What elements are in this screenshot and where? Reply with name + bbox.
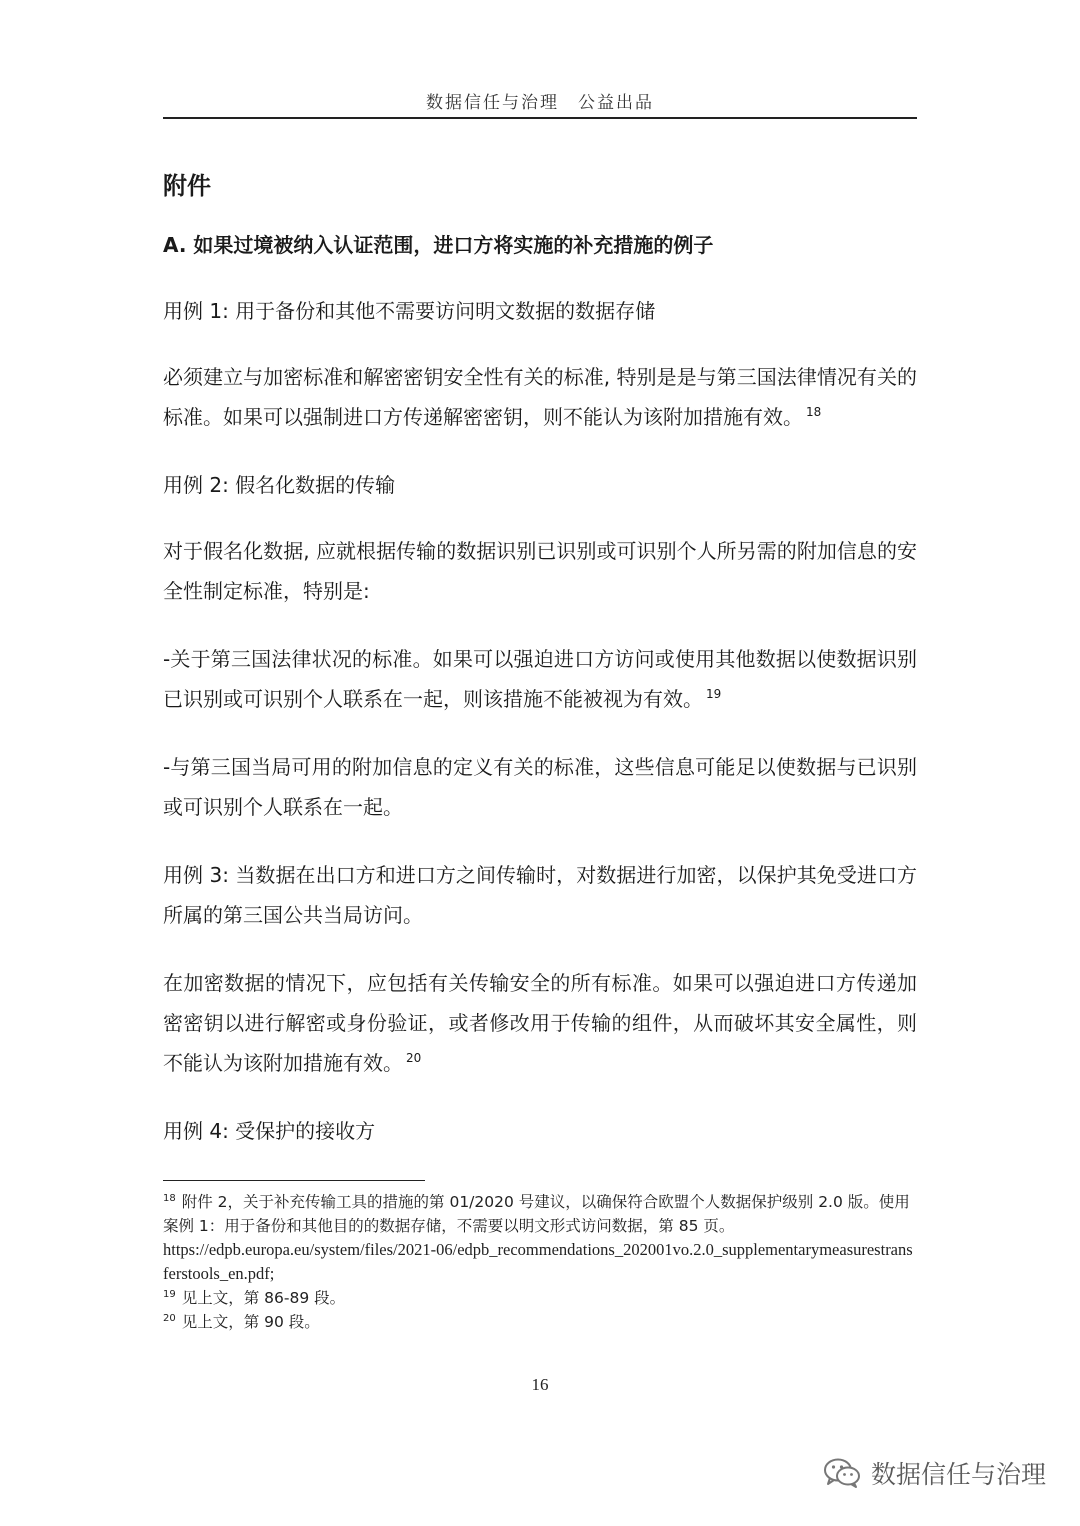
footnote-ref-19: 19 <box>706 687 722 702</box>
watermark <box>823 1455 1046 1491</box>
footnote-18-url[interactable]: https://edpb.europa.eu/system/files/2021-06/edpb_recommendations_202001vo.2.0_supplementarymeasurestransferstools_en.pdf; <box>163 1240 913 1283</box>
paragraph-case2-criteria-2: -与第三国当局可用的附加信息的定义有关的标准，这些信息可能足以使数据与已识别或可识别个人联系在一起。 <box>163 755 917 819</box>
running-header: 数据信任与治理 公益出品 <box>426 93 654 113</box>
page-number: 16 <box>531 1375 549 1394</box>
header-rule <box>163 117 917 119</box>
footnote-text: 见上文，第 90 段。 <box>181 1313 320 1331</box>
paragraph-text: 在加密数据的情况下，应包括有关传输安全的所有标准。如果可以强迫进口方传递加密密钥以进行解密或身份验证，或者修改用于传输的组件，从而破坏其安全属性，则不能认为该附加措施有效。 <box>163 971 917 1075</box>
case-title-2: 用例 2: 假名化数据的传输 <box>163 473 396 497</box>
paragraph-case2-intro: 对于假名化数据, 应就根据传输的数据识别已识别或可识别个人所另需的附加信息的安全性制定标准，特别是: <box>163 539 917 603</box>
footnote-ref-18: 18 <box>806 405 822 420</box>
footnote-text: 附件 2，关于补充传输工具的措施的第 01/2020 号建议，以确保符合欧盟个人数据保护级别 2.0 版。使用案例 1：用于备份和其他目的的数据存储，不需要以明文形式访问数据，第 85 页。 <box>163 1193 910 1235</box>
wechat-icon <box>823 1457 861 1489</box>
footnote-mark: 18 <box>163 1192 176 1204</box>
watermark-text: 数据信任与治理 <box>870 1460 1046 1489</box>
footnote-20 <box>163 1310 917 1334</box>
footnote-rule <box>163 1180 425 1181</box>
footnote-18 <box>163 1190 917 1238</box>
paragraph-case2-criteria-1 <box>163 639 917 719</box>
paragraph-case1 <box>163 357 917 437</box>
footnote-text: 见上文，第 86-89 段。 <box>181 1289 346 1307</box>
section-title: 附件 <box>163 172 211 200</box>
main-content <box>163 160 917 1149</box>
paragraph-case3 <box>163 963 917 1083</box>
case-title-1: 用例 1: 用于备份和其他不需要访问明文数据的数据存储 <box>163 299 656 323</box>
footnote-ref-20: 20 <box>406 1051 422 1066</box>
footnote-mark: 20 <box>163 1312 176 1324</box>
footnote-mark: 19 <box>163 1288 176 1300</box>
paragraph-text: 必须建立与加密标准和解密密钥安全性有关的标准, 特别是是与第三国法律情况有关的标准。如果可以强制进口方传递解密密钥，则不能认为该附加措施有效。 <box>163 365 917 429</box>
paragraph-text: -关于第三国法律状况的标准。如果可以强迫进口方访问或使用其他数据以使数据识别已识别或可识别个人联系在一起，则该措施不能被视为有效。 <box>163 647 917 711</box>
footnotes <box>163 1190 917 1334</box>
subsection-title: A. 如果过境被纳入认证范围，进口方将实施的补充措施的例子 <box>163 233 714 257</box>
case-title-3: 用例 3: 当数据在出口方和进口方之间传输时，对数据进行加密，以保护其免受进口方所属的第三国公共当局访问。 <box>163 863 917 927</box>
footnote-19 <box>163 1286 917 1310</box>
case-title-4: 用例 4: 受保护的接收方 <box>163 1119 376 1143</box>
